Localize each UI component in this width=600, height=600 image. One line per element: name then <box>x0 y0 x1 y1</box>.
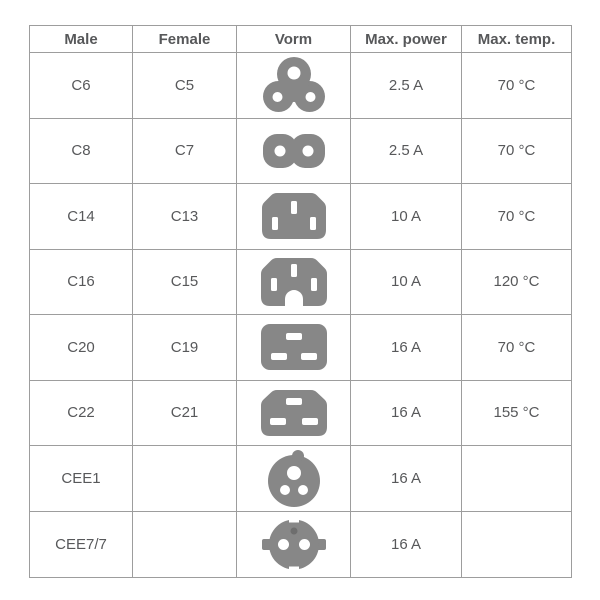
c20-c19-connector-icon <box>261 324 327 370</box>
column-header-male: Male <box>30 26 133 53</box>
cell-max-temp <box>462 446 571 512</box>
cell-max-power: 16 A <box>351 512 462 578</box>
cell-male: C6 <box>30 53 133 119</box>
cell-male: C16 <box>30 250 133 316</box>
cell-female: C5 <box>133 53 237 119</box>
cell-male: C20 <box>30 315 133 381</box>
column-header-female: Female <box>133 26 237 53</box>
connector-table <box>29 25 572 578</box>
cell-female: C19 <box>133 315 237 381</box>
cell-max-temp: 70 °C <box>462 53 571 119</box>
cell-male: CEE1 <box>30 446 133 512</box>
cell-female: C7 <box>133 119 237 185</box>
cell-max-power: 10 A <box>351 250 462 316</box>
cell-vorm <box>237 250 351 316</box>
cell-max-power: 16 A <box>351 381 462 447</box>
cell-max-temp: 70 °C <box>462 315 571 381</box>
c8-c7-figure-eight-icon <box>263 134 325 168</box>
cell-max-power: 2.5 A <box>351 53 462 119</box>
cell-max-power: 10 A <box>351 184 462 250</box>
cell-vorm <box>237 446 351 512</box>
cell-male: C14 <box>30 184 133 250</box>
cell-vorm <box>237 315 351 381</box>
c22-c21-connector-icon <box>261 390 327 436</box>
cell-max-power: 2.5 A <box>351 119 462 185</box>
cell-female <box>133 512 237 578</box>
cell-max-temp: 70 °C <box>462 119 571 185</box>
cell-vorm <box>237 119 351 185</box>
cell-female: C21 <box>133 381 237 447</box>
c16-c15-connector-icon <box>261 258 327 306</box>
cell-max-power: 16 A <box>351 315 462 381</box>
cell-vorm <box>237 184 351 250</box>
column-header-max-power: Max. power <box>351 26 462 53</box>
cell-max-temp: 120 °C <box>462 250 571 316</box>
c14-c13-connector-icon <box>262 193 326 239</box>
cell-vorm <box>237 381 351 447</box>
column-header-max-temp: Max. temp. <box>462 26 571 53</box>
cell-male: CEE7/7 <box>30 512 133 578</box>
cell-max-temp <box>462 512 571 578</box>
cell-max-temp: 70 °C <box>462 184 571 250</box>
cell-female: C13 <box>133 184 237 250</box>
cell-male: C22 <box>30 381 133 447</box>
cell-vorm <box>237 512 351 578</box>
column-header-vorm: Vorm <box>237 26 351 53</box>
cell-max-temp: 155 °C <box>462 381 571 447</box>
cee7-7-schuko-icon <box>260 517 328 572</box>
c6-c5-cloverleaf-icon <box>263 57 325 113</box>
cell-max-power: 16 A <box>351 446 462 512</box>
cell-male: C8 <box>30 119 133 185</box>
cell-female <box>133 446 237 512</box>
cell-female: C15 <box>133 250 237 316</box>
cee1-connector-icon <box>266 448 322 508</box>
cell-vorm <box>237 53 351 119</box>
